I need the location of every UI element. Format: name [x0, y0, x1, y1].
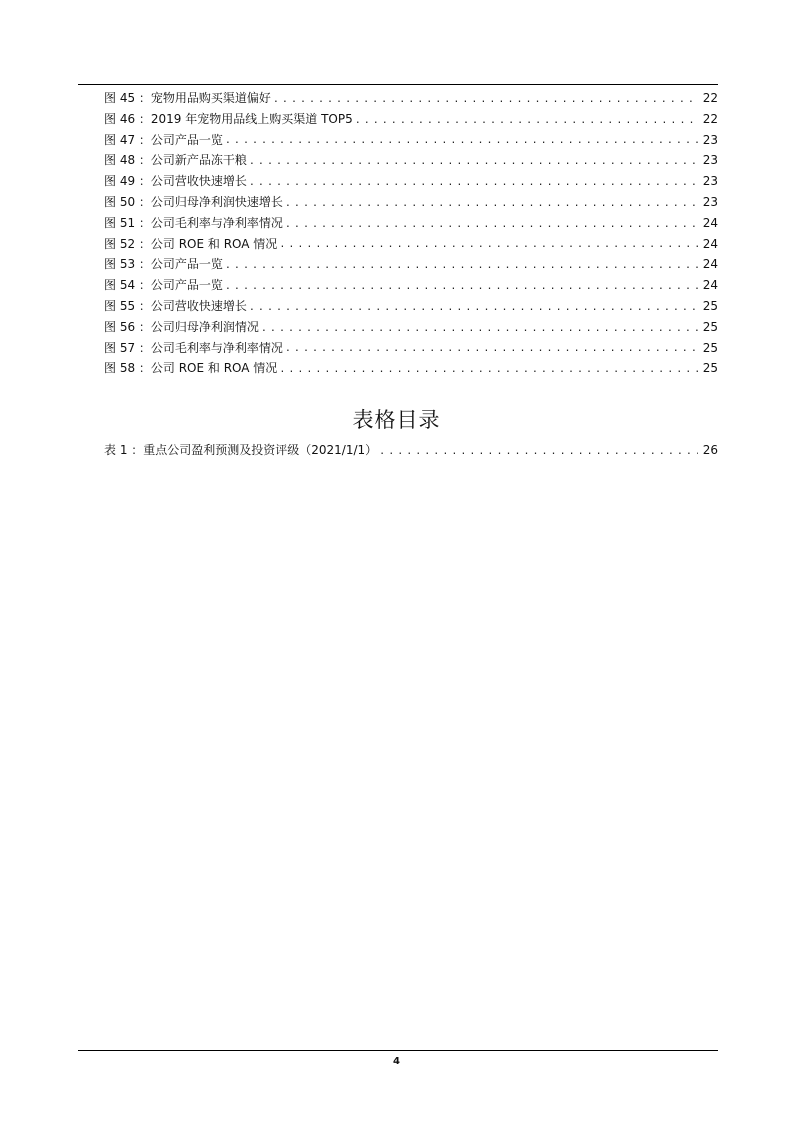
toc-entry[interactable]	[104, 358, 718, 379]
toc-entry[interactable]	[104, 234, 718, 255]
dot-leader	[261, 320, 698, 338]
entry-page: 25	[702, 298, 718, 313]
toc-entry[interactable]	[104, 296, 718, 317]
dot-leader	[273, 91, 698, 109]
entry-page: 22	[702, 111, 718, 126]
dot-leader	[225, 257, 698, 275]
dot-leader	[279, 361, 698, 379]
entry-page: 25	[702, 319, 718, 334]
entry-label: 图 53 ：公司产品一览	[104, 257, 223, 272]
toc-entry[interactable]	[104, 440, 718, 461]
dot-leader	[285, 216, 698, 234]
dot-leader	[379, 443, 698, 461]
dot-leader	[285, 195, 698, 213]
page-number: 4	[393, 1056, 400, 1067]
entry-label: 图 58 ：公司 ROE 和 ROA 情况	[104, 361, 278, 376]
entry-label: 图 51 ：公司毛利率与净利率情况	[104, 215, 283, 230]
entry-page: 24	[702, 278, 718, 293]
figure-list	[104, 88, 718, 379]
dot-leader	[225, 278, 698, 296]
entry-label: 表 1 ：重点公司盈利预测及投资评级（2021/1/1）	[104, 443, 378, 457]
toc-entry[interactable]	[104, 109, 718, 130]
dot-leader	[285, 340, 698, 358]
toc-entry[interactable]	[104, 88, 718, 109]
entry-page: 26	[702, 443, 718, 457]
entry-label: 图 46 ：2019 年宠物用品线上购买渠道 TOP5	[104, 111, 353, 126]
table-list	[104, 440, 718, 461]
dot-leader	[249, 153, 698, 171]
dot-leader	[225, 132, 698, 150]
toc-entry[interactable]	[104, 150, 718, 171]
entry-label: 图 55 ：公司营收快速增长	[104, 298, 247, 313]
toc-entry[interactable]	[104, 338, 718, 359]
entry-page: 23	[702, 132, 718, 147]
toc-entry[interactable]	[104, 171, 718, 192]
entry-page: 24	[702, 236, 718, 251]
toc-entry[interactable]	[104, 213, 718, 234]
entry-label: 图 48 ：公司新产品冻干粮	[104, 153, 247, 168]
toc-entry[interactable]	[104, 130, 718, 151]
entry-page: 24	[702, 257, 718, 272]
entry-page: 23	[702, 153, 718, 168]
entry-page: 23	[702, 194, 718, 209]
toc-entry[interactable]	[104, 275, 718, 296]
entry-page: 23	[702, 174, 718, 189]
dot-leader	[279, 236, 698, 254]
toc-entry[interactable]	[104, 317, 718, 338]
entry-label: 图 45 ：宠物用品购买渠道偏好	[104, 91, 271, 105]
entry-page: 25	[702, 340, 718, 355]
entry-label: 图 52 ：公司 ROE 和 ROA 情况	[104, 236, 278, 251]
entry-label: 图 57 ：公司毛利率与净利率情况	[104, 340, 283, 355]
entry-page: 22	[702, 91, 718, 105]
toc-entry[interactable]	[104, 192, 718, 213]
dot-leader	[355, 112, 698, 130]
entry-page: 25	[702, 361, 718, 376]
entry-label: 图 56 ：公司归母净利润情况	[104, 319, 259, 334]
entry-label: 图 50 ：公司归母净利润快速增长	[104, 194, 283, 209]
entry-page: 24	[702, 215, 718, 230]
entry-label: 图 49 ：公司营收快速增长	[104, 174, 247, 189]
dot-leader	[249, 174, 698, 192]
entry-label: 图 47 ：公司产品一览	[104, 132, 223, 147]
entry-label: 图 54 ：公司产品一览	[104, 278, 223, 293]
dot-leader	[249, 299, 698, 317]
toc-entry[interactable]	[104, 254, 718, 275]
footer-rule	[78, 1050, 718, 1051]
table-section-title: 表格目录	[352, 408, 441, 432]
header-rule	[78, 84, 718, 85]
